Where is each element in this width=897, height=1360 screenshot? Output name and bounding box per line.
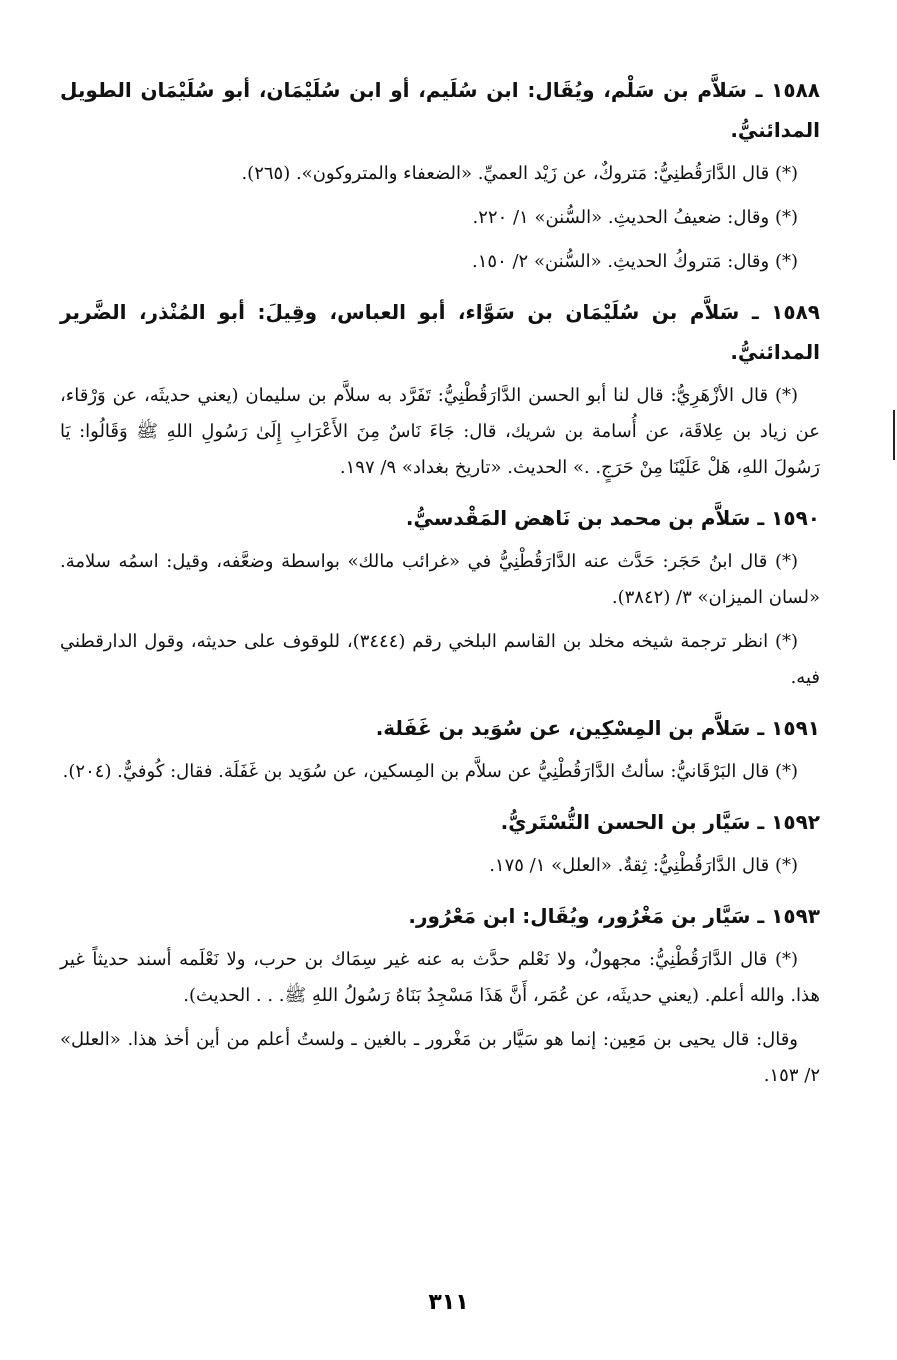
entry-heading: ١٥٩١ ـ سَلاَّم بن المِسْكِين، عن سُوَيد بن غَفَلة. (375, 716, 820, 740)
entry-1592 (60, 802, 820, 884)
entry-paragraph: (*) وقال: مَتروكُ الحديثِ. «السُّنن» ٢/ ١٥٠. (472, 251, 798, 272)
entry-paragraph: (*) قال الدَّارَقُطنِيُّ: مَتروكٌ، عن زَيْد العميِّ. «الضعفاء والمتروكون». (٢٦٥). (241, 163, 798, 184)
entry-paragraph: (*) قال الدَّارَقُطْنِيُّ: ثِقةٌ. «العلل» ١/ ١٧٥. (489, 855, 798, 876)
entry-paragraph: (*) قال الأزْهَرِيُّ: قال لنا أبو الحسن الدَّارَقُطْنِيُّ: تَفَرَّد به سلاَّم بن سليمان (يعني حديثَه، عن وَرْقاء، عن زياد بن عِلاقَة، عن أُسامة بن شريك، قال: جَاءَ نَاسٌ مِنَ الأَعْرَابِ إِلَىٰ رَسُولِ اللهِ ﷺ وَقَالُوا: يَا رَسُولَ اللهِ، هَلْ عَلَيْنَا مِنْ حَرَجٍ. .» الحديث. «تاريخ بغداد» ٩/ ١٩٧. (60, 385, 820, 478)
entry-paragraph: (*) قال البَرْقَانيُّ: سألتُ الدَّارَقُطْنِيُّ عن سلاَّم بن المِسكين، عن سُوَيد بن غَفَلَة. فقال: كُوفيٌّ. (٢٠٤). (62, 761, 798, 782)
entry-paragraph: (*) انظر ترجمة شيخه مخلد بن القاسم البلخي رقم (٣٤٤٤)، للوقوف على حديثه، وقول الدارقطني فيه. (60, 631, 820, 688)
entry-paragraph: وقال: قال يحيى بن مَعِين: إنما هو سَيَّار بن مَغْرور ـ بالغين ـ ولستُ أعلم من أين أخذ هذا. «العلل» ٢/ ١٥٣. (60, 1029, 820, 1086)
entry-heading: ١٥٩٣ ـ سَيَّار بن مَغْرُور، ويُقَال: ابن مَعْرُور. (408, 904, 820, 928)
entry-heading: ١٥٩٠ ـ سَلاَّم بن محمد بن نَاهض المَقْدسيُّ. (405, 506, 820, 530)
entry-1588 (60, 70, 820, 280)
entry-1590 (60, 498, 820, 696)
entry-heading: ١٥٨٩ ـ سَلاَّم بن سُلَيْمَان بن سَوَّاء، أبو العباس، وقِيلَ: أبو المُنْذر، الضَّرير المدائنيُّ. (60, 300, 820, 364)
page-number: ٣١١ (428, 1290, 469, 1315)
entry-1589 (60, 292, 820, 486)
entry-heading: ١٥٩٢ ـ سَيَّار بن الحسن التُّسْتَريُّ. (500, 810, 820, 834)
page-body (60, 70, 820, 1102)
entry-1593 (60, 896, 820, 1094)
entry-heading: ١٥٨٨ ـ سَلاَّم بن سَلْم، ويُقَال: ابن سُلَيم، أو ابن سُلَيْمَان، أبو سُلَيْمَان الطويل المدائنيُّ. (60, 78, 820, 142)
entry-paragraph: (*) قال الدَّارَقُطْنِيُّ: مجهولٌ، ولا نَعْلم حدَّث به عنه غير سِمَاك بن حرب، ولا نَعْلَمه أسند حديثاً غير هذا. والله أعلم. (يعني حديثَه، عن عُمَر، أَنَّ هَذَا مَسْجِدُ بَنَاهُ رَسُولُ اللهِ ﷺ. . . الحديث). (60, 949, 820, 1006)
entry-paragraph: (*) قال ابنُ حَجَر: حَدَّث عنه الدَّارَقُطْنِيُّ في «غرائب مالك» بواسطة وضعَّفه، وقيل: اسمُه سلامة. «لسان الميزان» ٣/ (٣٨٤٢). (60, 551, 820, 608)
entry-1591 (60, 708, 820, 790)
margin-rule (893, 410, 895, 460)
entry-paragraph: (*) وقال: ضعيفُ الحديثِ. «السُّنن» ١/ ٢٢٠. (472, 207, 798, 228)
